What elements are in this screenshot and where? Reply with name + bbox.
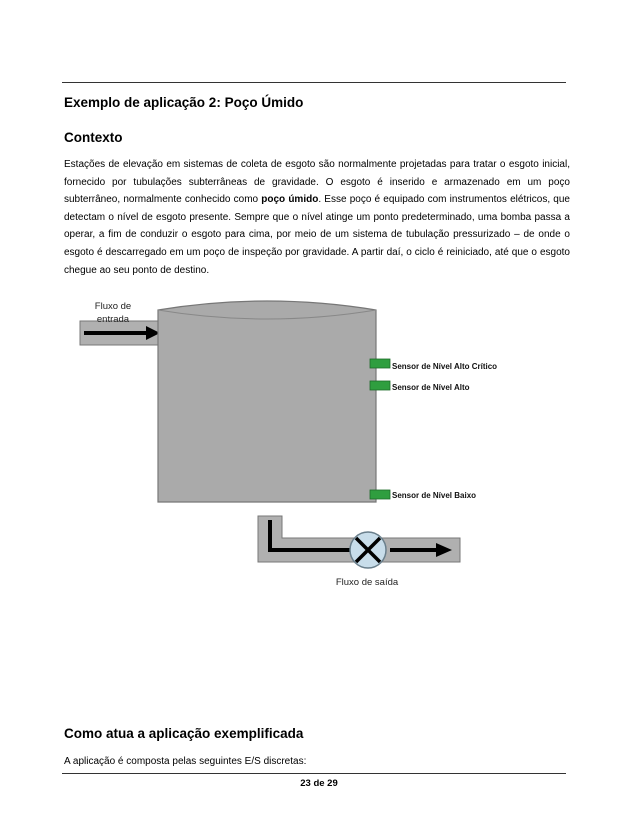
- bottom-rule: [62, 773, 566, 774]
- sensor-critical-marker: [370, 359, 390, 368]
- tank-body: [158, 301, 376, 502]
- context-paragraph: [64, 156, 570, 279]
- wet-well-diagram: [0, 290, 638, 600]
- sensor-high-label: Sensor de Nível Alto: [392, 383, 470, 392]
- sensor-high-marker: [370, 381, 390, 390]
- context-text-2: . Esse poço é equipado com instrumentos elétricos, que detectam o nível de esgoto presente. Sempre que o nível atinge um ponto predeterminado, uma bomba passa a operar, a fim de conduzir o esgoto para cima, por meio de um sistema de tubulação pressurizado – de onde o esgoto é descarregado em um poço de inspeção por gravidade. A partir daí, o ciclo é reiniciado, até que o esgoto chegue ao seu ponto de destino.: [64, 194, 570, 276]
- page-number: 23 de 29: [300, 778, 338, 789]
- section2-title: Como atua a aplicação exemplificada: [64, 726, 304, 741]
- sensor-low-label: Sensor de Nível Baixo: [392, 491, 477, 500]
- top-rule: [62, 82, 566, 83]
- context-title: Contexto: [64, 130, 123, 145]
- context-text-1: Estações de elevação em sistemas de coleta de esgoto são normalmente projetadas para tratar o esgoto inicial, fornecido por tubulações subterrâneas de gravidade. O esgoto é inserido e armazenado em um poço subterrâneo, normalmente conhecido como: [64, 159, 570, 206]
- sensor-low-marker: [370, 490, 390, 499]
- context-bold-term: poço úmido: [261, 194, 319, 206]
- page-heading: Exemplo de aplicação 2: Poço Úmido: [64, 95, 304, 110]
- section2-text: A aplicação é composta pelas seguintes E/S discretas:: [64, 756, 307, 767]
- inflow-label: [84, 300, 142, 326]
- inflow-label-line2: entrada: [96, 314, 130, 325]
- sensor-critical-label: Sensor de Nível Alto Crítico: [392, 362, 498, 371]
- inflow-label-line1: Fluxo de: [94, 301, 132, 312]
- outflow-label: Fluxo de saída: [335, 577, 399, 588]
